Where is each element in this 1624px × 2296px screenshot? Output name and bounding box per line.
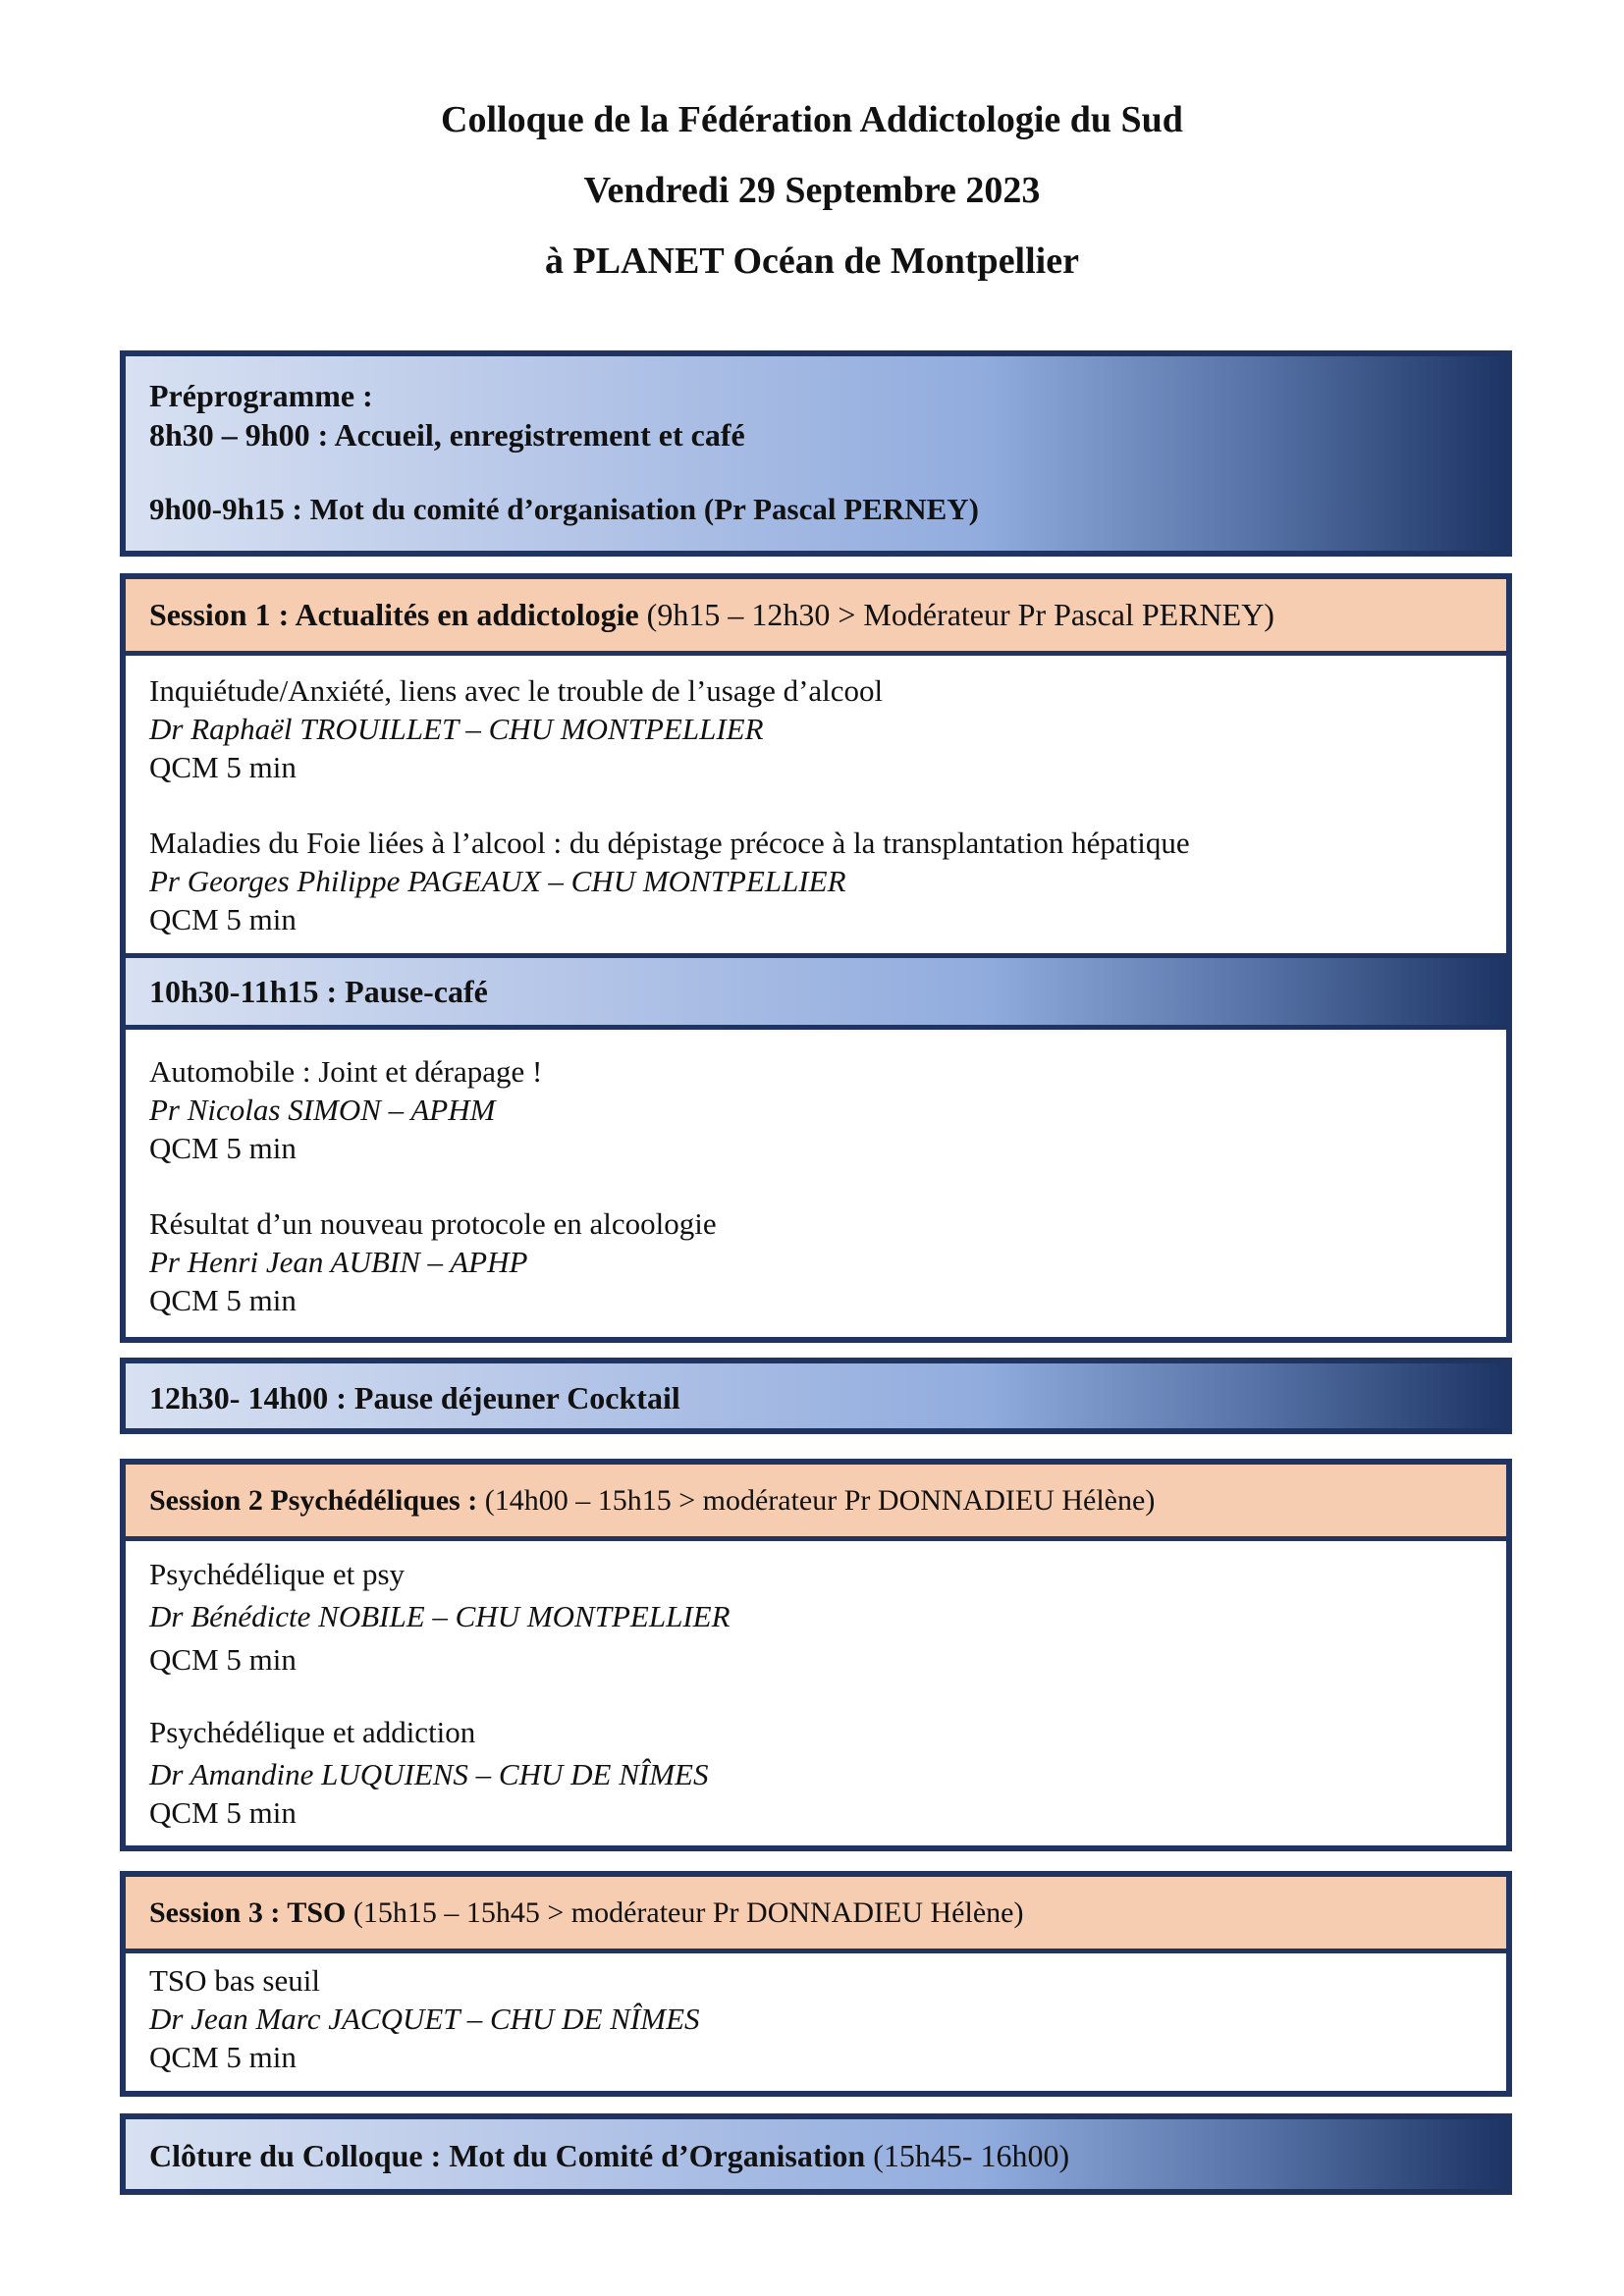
- closing-time: (15h45- 16h00): [865, 2138, 1070, 2173]
- talk-title: Automobile : Joint et dérapage !: [149, 1054, 543, 1089]
- lunch-label: 12h30- 14h00 : Pause déjeuner Cocktail: [149, 1380, 680, 1415]
- talk-qcm: QCM 5 min: [149, 1642, 297, 1677]
- talk-qcm: QCM 5 min: [149, 2040, 297, 2074]
- coffee-break-label: 10h30-11h15 : Pause-café: [149, 974, 488, 1009]
- event-title: Colloque de la Fédération Addictologie du Sud: [441, 99, 1183, 140]
- session1-details: (9h15 – 12h30 > Modérateur Pr Pascal PERNEY): [638, 597, 1274, 632]
- talk-title: Inquiétude/Anxiété, liens avec le trouble de l’usage d’alcool: [149, 673, 884, 708]
- session3-title: Session 3 : TSO: [149, 1896, 347, 1929]
- talk-qcm: QCM 5 min: [149, 1283, 297, 1317]
- talk-speaker: Pr Nicolas SIMON – APHM: [149, 1093, 496, 1127]
- talk-qcm: QCM 5 min: [149, 902, 297, 936]
- talk-speaker: Pr Georges Philippe PAGEAUX – CHU MONTPELLIER: [149, 864, 846, 898]
- preprogram-accueil: 8h30 – 9h00 : Accueil, enregistrement et café: [149, 417, 745, 453]
- preprogram-box: [120, 350, 1512, 557]
- closing-box: [120, 2113, 1512, 2195]
- preprogram-mot: 9h00-9h15 : Mot du comité d’organisation (Pr Pascal PERNEY): [149, 492, 979, 526]
- session2-header: [126, 1465, 1506, 1541]
- talk-speaker: Pr Henri Jean AUBIN – APHP: [149, 1245, 528, 1279]
- talk-speaker: Dr Amandine LUQUIENS – CHU DE NÎMES: [149, 1757, 709, 1791]
- coffee-break-band: [126, 953, 1506, 1030]
- preprogram-heading: Préprogramme :: [149, 378, 373, 413]
- session1-box: [120, 573, 1512, 1343]
- event-date: Vendredi 29 Septembre 2023: [583, 170, 1041, 211]
- closing-title: Clôture du Colloque : Mot du Comité d’Organisation: [149, 2138, 866, 2173]
- talk-title: Psychédélique et addiction: [149, 1715, 476, 1749]
- session3-details: (15h15 – 15h45 > modérateur Pr DONNADIEU Hélène): [346, 1896, 1024, 1929]
- talk-qcm: QCM 5 min: [149, 1795, 297, 1830]
- talk-title: TSO bas seuil: [149, 1963, 320, 1998]
- lunch-box: [120, 1358, 1512, 1434]
- talk-qcm: QCM 5 min: [149, 750, 297, 784]
- session1-header: [126, 579, 1506, 656]
- session2-title: Session 2 Psychédéliques :: [149, 1484, 478, 1517]
- talk-title: Résultat d’un nouveau protocole en alcoologie: [149, 1206, 717, 1241]
- talk-qcm: QCM 5 min: [149, 1131, 297, 1165]
- talk-title: Psychédélique et psy: [149, 1557, 406, 1591]
- talk-speaker: Dr Jean Marc JACQUET – CHU DE NÎMES: [149, 2002, 700, 2036]
- session1-title: Session 1 : Actualités en addictologie: [149, 597, 639, 632]
- talk-speaker: Dr Bénédicte NOBILE – CHU MONTPELLIER: [149, 1599, 731, 1633]
- event-venue: à PLANET Océan de Montpellier: [545, 240, 1079, 282]
- session2-box: [120, 1459, 1512, 1851]
- talk-speaker: Dr Raphaël TROUILLET – CHU MONTPELLIER: [149, 712, 764, 746]
- talk-title: Maladies du Foie liées à l’alcool : du dépistage précoce à la transplantation hépatique: [149, 826, 1190, 860]
- session3-box: [120, 1871, 1512, 2097]
- session3-header: [126, 1877, 1506, 1953]
- session2-details: (14h00 – 15h15 > modérateur Pr DONNADIEU Hélène): [477, 1484, 1156, 1517]
